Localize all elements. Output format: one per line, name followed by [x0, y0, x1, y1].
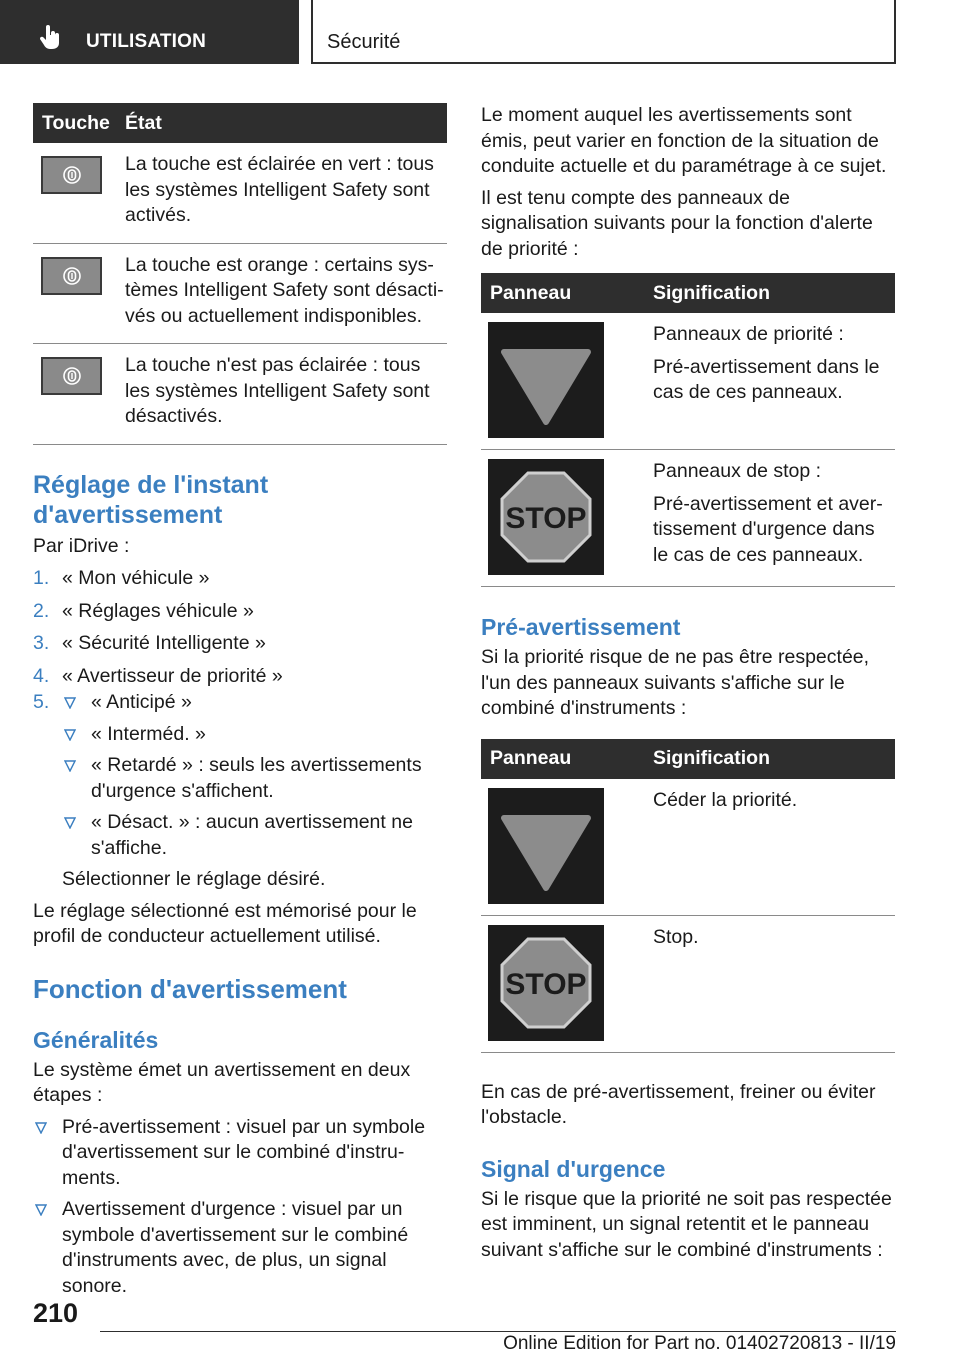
table-row	[481, 779, 895, 916]
key-status-table	[33, 103, 447, 445]
triangle-bullet-icon	[64, 729, 76, 741]
left-column	[33, 103, 447, 1299]
table-header-row	[481, 739, 895, 779]
row-text: Pré-avertissement et avertissement d'urgence dans le cas de ces panneaux.	[653, 492, 883, 566]
list-item: 3. « Sécurité Intelligente »	[33, 632, 266, 654]
safety-shield-icon	[62, 366, 82, 386]
heading-fonction: Fonction d'avertissement	[33, 973, 347, 1004]
section-tab	[0, 0, 299, 64]
column-header-sign: Panneau	[481, 273, 653, 313]
list-item: Pré-avertissement : visuel par un symbole d'avertissement sur le combiné d'instruments.	[33, 1115, 447, 1192]
column-header-sign: Panneau	[481, 739, 653, 779]
warning-stages-list	[33, 1115, 447, 1300]
signs-table-pre-warning	[481, 739, 895, 1053]
row-text: La touche est éclairée en vert : tous les systèmes Intelligent Safety sont activés.	[125, 153, 434, 226]
stop-sign-icon	[488, 925, 604, 1041]
stop-sign-text: STOP	[505, 502, 587, 535]
idrive-steps	[33, 566, 447, 861]
option-list	[62, 690, 447, 861]
table-row	[481, 915, 895, 1052]
heading-signal-urgence: Signal d'urgence	[481, 1155, 666, 1182]
footer-rule	[100, 1331, 896, 1332]
row-text: Stop.	[653, 925, 699, 948]
intelligent-safety-key-icon	[41, 357, 102, 395]
intelligent-safety-key-icon	[41, 156, 102, 194]
row-text: Panneaux de priorité :	[653, 323, 844, 345]
memo-note: Le réglage sélectionné est mémorisé pour le profil de conducteur actuellement utilisé.	[33, 899, 417, 947]
column-header-key: Touche	[33, 103, 125, 143]
table-row	[33, 143, 447, 243]
yield-sign-icon	[488, 322, 604, 438]
list-item: « Retardé » : seuls les avertissements d'urgence s'affichent.	[62, 753, 447, 804]
yield-sign-icon	[488, 788, 604, 904]
reglage-intro: Par iDrive :	[33, 534, 130, 557]
fonction-intro: Le système émet un avertissement en deux étapes :	[33, 1058, 411, 1106]
list-item: « Interméd. »	[62, 722, 447, 748]
signs-intro: Il est tenu compte des panneaux de signalisation suivants pour la fonction d'alerte de priorité :	[481, 186, 873, 260]
pre-avertissement-text: Si la priorité risque de ne pas être respectée, l'un des panneaux suivants s'affiche sur le combiné d'instruments :	[481, 646, 870, 719]
triangle-bullet-icon	[35, 1204, 47, 1216]
intelligent-safety-key-icon	[41, 257, 102, 295]
list-item: « Anticipé »	[62, 690, 447, 716]
table-row	[33, 344, 447, 445]
timing-paragraph: Le moment auquel les avertissements sont émis, peut varier en fonction de la situation de conduite actuelle et du paramétrage à ce sujet.	[481, 104, 887, 177]
row-text: Pré-avertissement dans le cas de ces panneaux.	[653, 355, 880, 403]
heading-generalites: Généralités	[33, 1026, 159, 1053]
table-header-row	[33, 103, 447, 143]
stop-sign-text: STOP	[505, 967, 587, 1001]
hand-touch-icon	[38, 24, 64, 50]
list-item: « Désact. » : aucun avertissement ne s'affiche.	[62, 810, 447, 861]
row-text: La touche n'est pas éclairée : tous les systèmes Intelligent Safety sont désactivés.	[125, 354, 430, 427]
list-item: 5. « Anticipé » « Interméd. » « Retardé » : seuls les avertissements d'urgence s'affichent. « Désact. » : aucun avertissement ne s'affiche.	[33, 690, 447, 861]
triangle-bullet-icon	[35, 1122, 47, 1134]
list-item: 2. « Réglages véhicule »	[33, 599, 254, 622]
heading-pre-avertissement: Pré-avertissement	[481, 614, 681, 640]
row-text: Panneaux de stop :	[653, 460, 822, 482]
select-instruction: Sélectionner le réglage désiré.	[62, 868, 326, 890]
table-row	[33, 243, 447, 344]
column-header-meaning: Signification	[653, 273, 895, 313]
triangle-bullet-icon	[64, 817, 76, 829]
section-title: UTILISATION	[86, 31, 207, 52]
triangle-bullet-icon	[64, 760, 76, 772]
signal-urgence-text: Si le risque que la priorité ne soit pas respectée est imminent, un signal retentit et le panneau suivant s'affiche sur le combiné d'instruments :	[481, 1187, 892, 1261]
pre-avertissement-advice: En cas de pré-avertissement, freiner ou éviter l'obstacle.	[481, 1080, 876, 1128]
list-item: 1. « Mon véhicule »	[33, 567, 210, 589]
row-text: La touche est orange : certains systèmes Intelligent Safety sont désactivés ou actuellement indisponibles.	[125, 253, 444, 327]
edition-note: Online Edition for Part no. 01402720813 - II/19	[503, 1333, 896, 1354]
subsection-tab	[311, 0, 896, 64]
signs-table-priority	[481, 273, 895, 587]
safety-shield-icon	[62, 165, 82, 185]
table-header-row	[481, 273, 895, 313]
stop-sign-icon	[488, 459, 604, 575]
list-item: 4. « Avertisseur de priorité »	[33, 664, 283, 687]
subsection-title: Sécurité	[327, 31, 401, 53]
page-number: 210	[33, 1298, 79, 1328]
row-text: Céder la priorité.	[653, 788, 798, 811]
column-header-state: État	[125, 103, 447, 143]
right-column	[481, 103, 895, 1263]
table-row	[481, 313, 895, 450]
triangle-bullet-icon	[64, 697, 76, 709]
table-row	[481, 450, 895, 587]
list-item: Avertissement d'urgence : visuel par un symbole d'avertissement sur le combiné d'instruments avec, de plus, un signal sonore.	[33, 1197, 447, 1299]
safety-shield-icon	[62, 266, 82, 286]
column-header-meaning: Signification	[653, 739, 895, 779]
heading-reglage: Réglage de l'instant d'avertissement	[33, 470, 269, 529]
